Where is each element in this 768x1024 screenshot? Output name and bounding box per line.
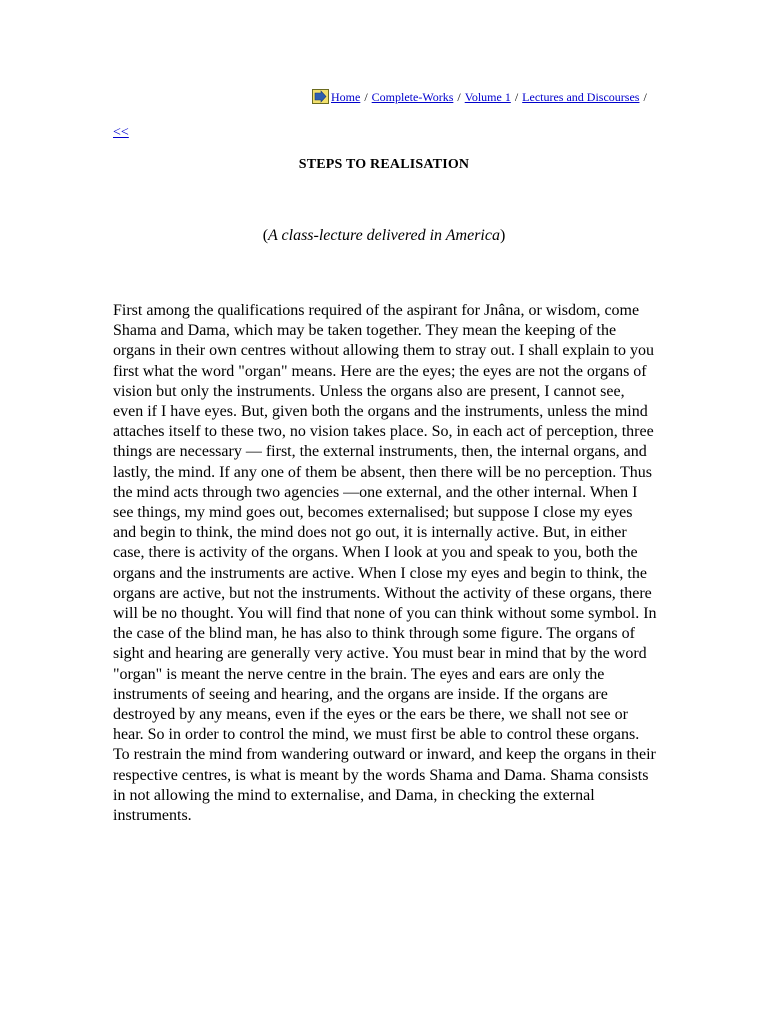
breadcrumb-lectures-link[interactable]: Lectures and Discourses	[522, 90, 640, 104]
breadcrumb-separator: /	[364, 90, 368, 104]
breadcrumb-separator: /	[457, 90, 461, 104]
previous-page-link[interactable]: <<	[113, 125, 129, 140]
home-arrow-icon[interactable]	[312, 89, 329, 104]
breadcrumb-home-link[interactable]: Home	[331, 90, 361, 104]
breadcrumb-complete-works-link[interactable]: Complete-Works	[371, 90, 454, 104]
subtitle-close-paren: )	[499, 227, 506, 244]
subtitle-text: A class-lecture delivered in America	[268, 227, 500, 244]
page-subtitle	[0, 227, 768, 245]
subtitle-open-paren: (	[262, 227, 269, 244]
page-title: STEPS TO REALISATION	[298, 157, 470, 172]
breadcrumb	[312, 90, 651, 105]
breadcrumb-volume-link[interactable]: Volume 1	[464, 90, 511, 104]
body-paragraph: First among the qualifications required of the aspirant for Jnâna, or wisdom, come Shama and Dama, which may be taken together. They mean the keeping of the organs in their own centres without allowing them to stray out. I shall explain to you first what the word "organ" means. Here are the eyes; the eyes are not the organs of vision but only the instruments. Unless the organs also are present, I cannot see, even if I have eyes. But, given both the organs and the instruments, unless the mind attaches itself to these two, no vision takes place. So, in each act of perception, three things are necessary — first, the external instruments, then, the internal organs, and lastly, the mind. If any one of them be absent, then there will be no perception. Thus the mind acts through two agencies —one external, and the other internal. When I see things, my mind goes out, becomes externalised; but suppose I close my eyes and begin to think, the mind does not go out, it is internally active. But, in either case, there is activity of the organs. When I look at you and speak to you, both the organs and the instruments are active. When I close my eyes and begin to think, the organs are active, but not the instruments. Without the activity of these organs, there will be no thought. You will find that none of you can think without some symbol. In the case of the blind man, he has also to think through some figure. The organs of sight and hearing are generally very active. You must bear in mind that by the word "organ" is meant the nerve centre in the brain. The eyes and ears are only the instruments of seeing and hearing, and the organs are inside. If the organs are destroyed by any means, even if the eyes or the ears be there, we shall not see or hear. So in order to control the mind, we must first be able to control these organs. To restrain the mind from wandering outward or inward, and keep the organs in their respective centres, is what is meant by the words Shama and Dama. Shama consists in not allowing the mind to externalise, and Dama, in checking the external instruments.	[113, 302, 657, 825]
breadcrumb-separator: /	[514, 90, 519, 104]
breadcrumb-separator: /	[643, 90, 647, 104]
